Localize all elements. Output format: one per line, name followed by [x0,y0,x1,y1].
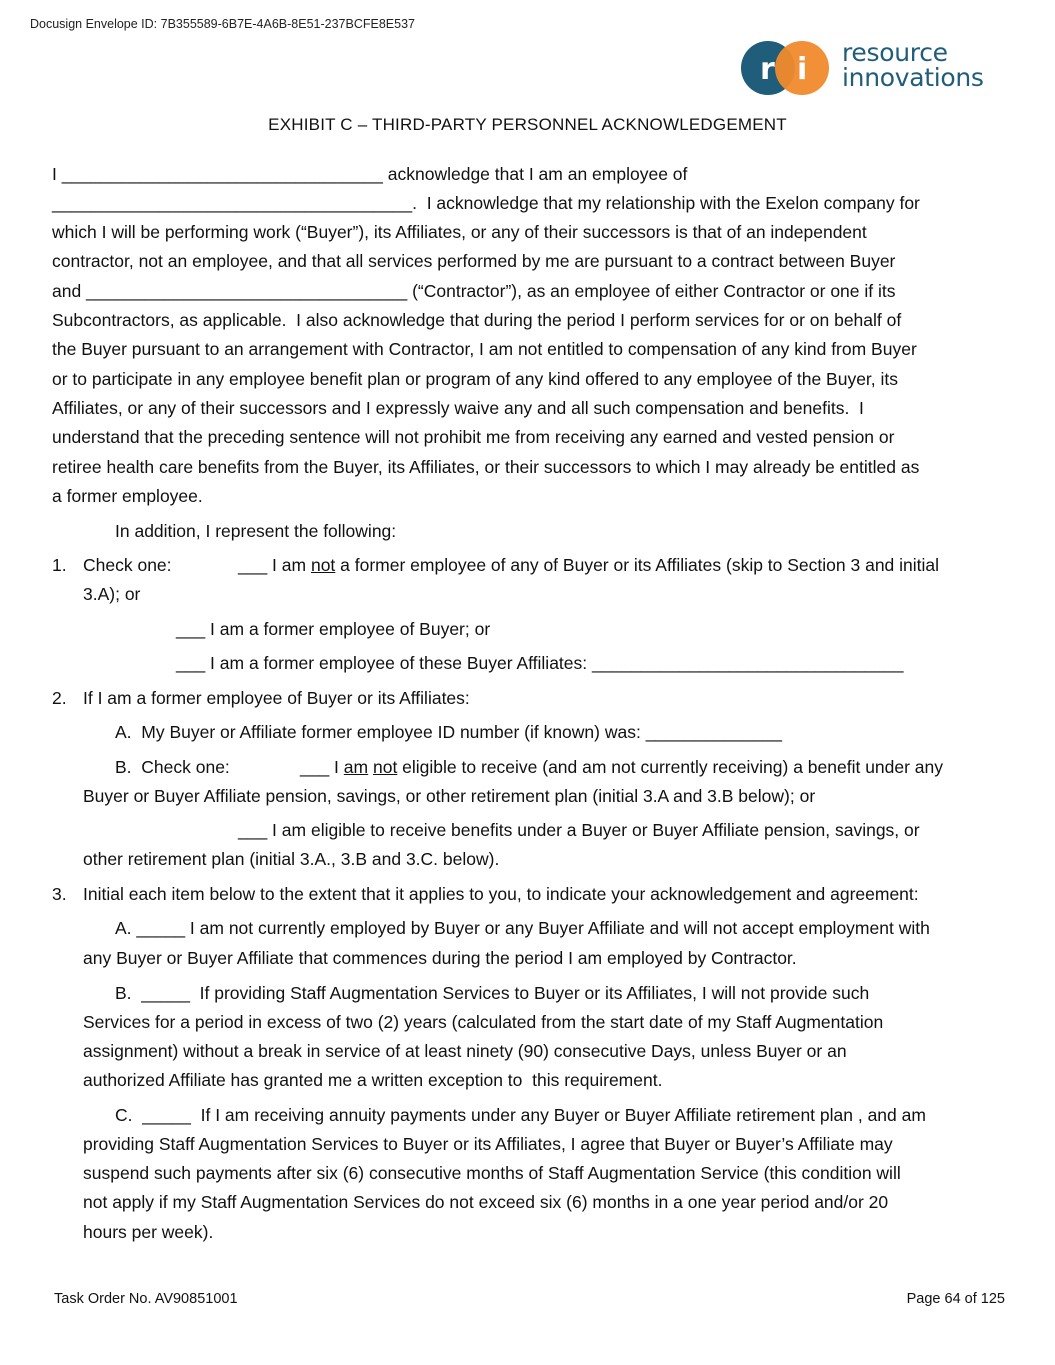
option-eligible: ___ I am eligible to receive benefits under a Buyer or Buyer Affiliate pension, savings, or [238,820,920,840]
intro-line: which I will be performing work (“Buyer”), its Affiliates, or any of their successors is that of an independent [52,222,867,242]
logo-mark-icon [741,40,833,96]
section-number: 1. [52,555,67,575]
item-3c-line: not apply if my Staff Augmentation Services do not exceed six (6) months in a one year period and/or 20 [83,1192,889,1212]
intro-line: Affiliates, or any of their successors and I expressly waive any and all such compensation and benefits. I [52,398,864,418]
intro-line: _____________________________________. I acknowledge that my relationship with the Exelon company for [52,193,920,213]
option-continuation: other retirement plan (initial 3.A., 3.B and 3.C. below). [83,849,500,869]
intro-line: retiree health care benefits from the Buyer, its Affiliates, or their successors to which I may already be entitled as [52,457,920,477]
item-3b-line: Services for a period in excess of two (2) years (calculated from the start date of my Staff Augmentation [83,1012,884,1032]
item-3c-line: C. _____ If I am receiving annuity payments under any Buyer or Buyer Affiliate retirement plan , and am [115,1105,926,1125]
intro-line: a former employee. [52,486,203,506]
item-3a-line: any Buyer or Buyer Affiliate that commences during the period I am employed by Contractor. [83,948,797,968]
envelope-id: Docusign Envelope ID: 7B355589-6B7E-4A6B-8E51-237BCFE8E537 [30,17,415,31]
check-one-label: Check one: [83,555,172,575]
intro-line: Subcontractors, as applicable. I also acknowledge that during the period I perform services for or on behalf of [52,310,902,330]
option-not-former-employee: ___ I am not a former employee of any of Buyer or its Affiliates (skip to Section 3 and initial [238,555,940,575]
item-3b-line: authorized Affiliate has granted me a written exception to this requirement. [83,1070,663,1090]
intro-line: understand that the preceding sentence will not prohibit me from receiving any earned and vested pension or [52,427,895,447]
item-3c-line: hours per week). [83,1222,214,1242]
page-number: Page 64 of 125 [906,1291,1005,1307]
option-continuation: 3.A); or [83,584,141,604]
intro-line: the Buyer pursuant to an arrangement with Contractor, I am not entitled to compensation of any kind from Buyer [52,339,917,359]
section-number: 3. [52,884,67,904]
item-3b-line: B. _____ If providing Staff Augmentation Services to Buyer or its Affiliates, I will not provide such [115,983,870,1003]
employee-id-line: A. My Buyer or Affiliate former employee ID number (if known) was: ______________ [115,722,782,742]
item-3c-line: suspend such payments after six (6) consecutive months of Staff Augmentation Service (this condition will [83,1163,901,1183]
option-former-employee-buyer: ___ I am a former employee of Buyer; or [176,619,491,639]
section-2-text: If I am a former employee of Buyer or its Affiliates: [83,688,470,708]
item-3c-line: providing Staff Augmentation Services to Buyer or its Affiliates, I agree that Buyer or Buyer’s Affiliate may [83,1134,893,1154]
section-number: 2. [52,688,67,708]
item-3a-line: A. _____ I am not currently employed by Buyer or any Buyer Affiliate and will not accept employment with [115,918,930,938]
company-logo [741,40,1011,96]
intro-line: I _________________________________ acknowledge that I am an employee of [52,164,688,184]
svg-text:i: i [797,52,808,87]
svg-text:r: r [760,52,775,87]
check-one-label: B. Check one: [115,757,230,777]
addition-text: In addition, I represent the following: [115,521,397,541]
task-order-number: Task Order No. AV90851001 [54,1291,238,1307]
option-continuation: Buyer or Buyer Affiliate pension, savings, or other retirement plan (initial 3.A and 3.B below); or [83,786,816,806]
page-title: EXHIBIT C – THIRD-PARTY PERSONNEL ACKNOWLEDGEMENT [268,115,787,134]
intro-line: or to participate in any employee benefit plan or program of any kind offered to any employee of the Buyer, its [52,369,899,389]
logo-line-1: resource [842,38,948,67]
intro-line: and _________________________________ (“Contractor”), as an employee of either Contractor or one if its [52,281,896,301]
intro-line: contractor, not an employee, and that all services performed by me are pursuant to a contract between Buyer [52,251,896,271]
option-former-employee-affiliates: ___ I am a former employee of these Buyer Affiliates: ________________________________ [176,653,904,673]
logo-wordmark [842,40,984,90]
item-3b-line: assignment) without a break in service of at least ninety (90) consecutive Days, unless Buyer or an [83,1041,847,1061]
option-not-eligible: ___ I am not eligible to receive (and am not currently receiving) a benefit under any [300,757,944,777]
section-3-text: Initial each item below to the extent that it applies to you, to indicate your acknowledgement and agreement: [83,884,919,904]
logo-line-2: innovations [842,63,984,92]
